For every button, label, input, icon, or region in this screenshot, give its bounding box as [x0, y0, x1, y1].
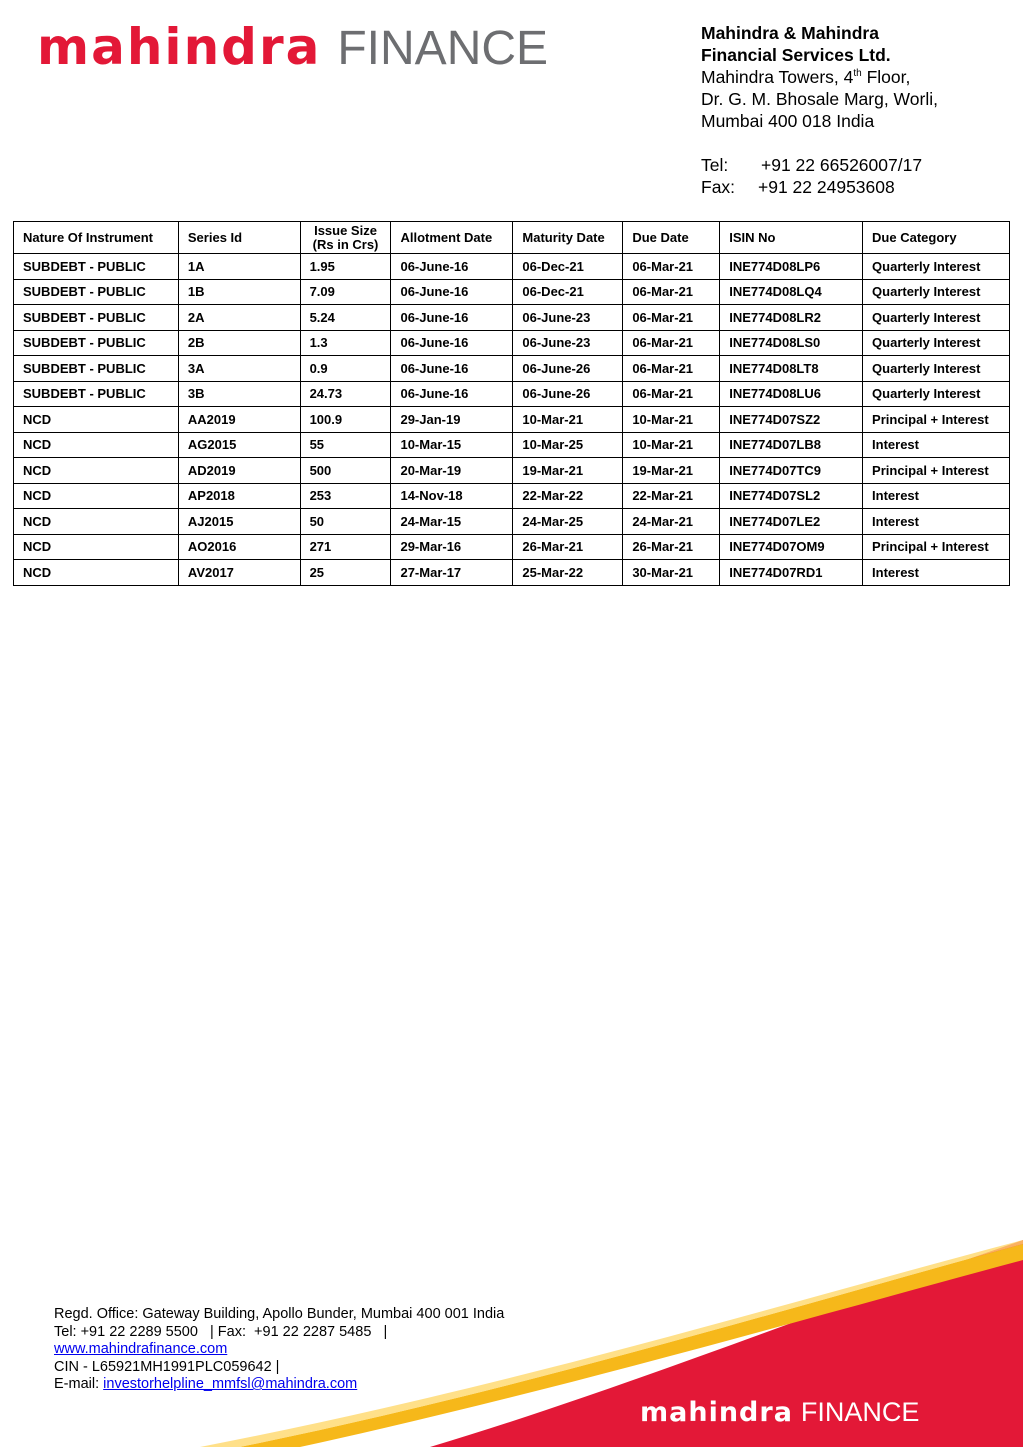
cell-isin: INE774D07TC9	[720, 458, 863, 484]
cell-issue-size: 0.9	[300, 356, 391, 382]
table-row	[14, 330, 1010, 356]
footer-registered-office	[54, 1306, 504, 1394]
cell-nature: SUBDEBT - PUBLIC	[14, 279, 179, 305]
cell-series-id: 2A	[178, 305, 300, 331]
cell-due-category: Interest	[863, 432, 1010, 458]
table-row	[14, 560, 1010, 586]
cell-isin: INE774D08LS0	[720, 330, 863, 356]
cell-series-id: AP2018	[178, 483, 300, 509]
cell-series-id: AA2019	[178, 407, 300, 433]
cell-due-date: 30-Mar-21	[623, 560, 720, 586]
cell-maturity-date: 10-Mar-21	[513, 407, 623, 433]
cell-due-date: 10-Mar-21	[623, 407, 720, 433]
table-row	[14, 458, 1010, 484]
cell-maturity-date: 22-Mar-22	[513, 483, 623, 509]
header-maturity-date: Maturity Date	[513, 222, 623, 254]
cell-maturity-date: 19-Mar-21	[513, 458, 623, 484]
cell-maturity-date: 10-Mar-25	[513, 432, 623, 458]
header-series-id: Series Id	[178, 222, 300, 254]
table-row	[14, 254, 1010, 280]
cell-due-category: Interest	[863, 509, 1010, 535]
cell-due-date: 06-Mar-21	[623, 381, 720, 407]
cell-due-date: 10-Mar-21	[623, 432, 720, 458]
cell-isin: INE774D08LU6	[720, 381, 863, 407]
header-allotment-date: Allotment Date	[391, 222, 513, 254]
cell-allotment-date: 06-June-16	[391, 254, 513, 280]
cell-due-date: 06-Mar-21	[623, 330, 720, 356]
cell-issue-size: 100.9	[300, 407, 391, 433]
cell-nature: NCD	[14, 483, 179, 509]
cell-allotment-date: 27-Mar-17	[391, 560, 513, 586]
cell-due-category: Quarterly Interest	[863, 330, 1010, 356]
cell-nature: NCD	[14, 509, 179, 535]
header-due-date: Due Date	[623, 222, 720, 254]
cell-due-category: Quarterly Interest	[863, 381, 1010, 407]
cell-due-category: Interest	[863, 483, 1010, 509]
header-nature: Nature Of Instrument	[14, 222, 179, 254]
fax-value: +91 22 24953608	[758, 177, 895, 197]
cell-allotment-date: 06-June-16	[391, 356, 513, 382]
cell-due-category: Quarterly Interest	[863, 305, 1010, 331]
cell-maturity-date: 06-Dec-21	[513, 279, 623, 305]
company-logo	[37, 18, 548, 74]
cell-series-id: AD2019	[178, 458, 300, 484]
cell-maturity-date: 06-Dec-21	[513, 254, 623, 280]
tel-row	[701, 154, 938, 176]
header-isin: ISIN No	[720, 222, 863, 254]
cell-isin: INE774D08LQ4	[720, 279, 863, 305]
cell-isin: INE774D07LB8	[720, 432, 863, 458]
footer-logo-mahindra: mahindra	[640, 1397, 793, 1428]
cell-issue-size: 271	[300, 534, 391, 560]
cell-due-date: 19-Mar-21	[623, 458, 720, 484]
cell-due-category: Principal + Interest	[863, 458, 1010, 484]
cell-isin: INE774D07RD1	[720, 560, 863, 586]
cell-allotment-date: 24-Mar-15	[391, 509, 513, 535]
cell-nature: SUBDEBT - PUBLIC	[14, 381, 179, 407]
fax-row	[701, 176, 938, 198]
cell-series-id: AO2016	[178, 534, 300, 560]
table-header-row	[14, 222, 1010, 254]
cell-series-id: 3B	[178, 381, 300, 407]
cell-issue-size: 50	[300, 509, 391, 535]
cell-allotment-date: 06-June-16	[391, 330, 513, 356]
footer-email-row: E-mail: investorhelpline_mmfsl@mahindra.com	[54, 1376, 358, 1392]
cell-due-category: Principal + Interest	[863, 534, 1010, 560]
company-name-line1: Mahindra & Mahindra	[701, 23, 879, 43]
address-line1: Mahindra Towers, 4th Floor,	[701, 67, 911, 87]
cell-isin: INE774D08LP6	[720, 254, 863, 280]
cell-due-category: Quarterly Interest	[863, 356, 1010, 382]
footer-address: Regd. Office: Gateway Building, Apollo Bunder, Mumbai 400 001 India	[54, 1306, 505, 1322]
cell-issue-size: 1.3	[300, 330, 391, 356]
cell-nature: NCD	[14, 458, 179, 484]
fax-label: Fax:	[701, 177, 736, 197]
address-line3: Mumbai 400 018 India	[701, 111, 875, 131]
footer-phone-fax: Tel: +91 22 2289 5500 | Fax: +91 22 2287 5485 |	[54, 1323, 388, 1340]
cell-maturity-date: 25-Mar-22	[513, 560, 623, 586]
cell-due-category: Quarterly Interest	[863, 279, 1010, 305]
cell-nature: NCD	[14, 407, 179, 433]
cell-due-date: 06-Mar-21	[623, 254, 720, 280]
cell-series-id: 1A	[178, 254, 300, 280]
cell-nature: SUBDEBT - PUBLIC	[14, 305, 179, 331]
cell-issue-size: 24.73	[300, 381, 391, 407]
cell-maturity-date: 06-June-23	[513, 330, 623, 356]
logo-finance-word: FINANCE	[337, 22, 549, 75]
table-row	[14, 407, 1010, 433]
table-row	[14, 534, 1010, 560]
cell-due-date: 06-Mar-21	[623, 279, 720, 305]
footer-logo	[640, 1397, 919, 1428]
cell-nature: SUBDEBT - PUBLIC	[14, 254, 179, 280]
cell-isin: INE774D08LT8	[720, 356, 863, 382]
cell-due-category: Interest	[863, 560, 1010, 586]
cell-due-date: 06-Mar-21	[623, 356, 720, 382]
website-link[interactable]: www.mahindrafinance.com	[54, 1341, 228, 1357]
cell-series-id: AV2017	[178, 560, 300, 586]
cell-maturity-date: 24-Mar-25	[513, 509, 623, 535]
cell-maturity-date: 06-June-26	[513, 381, 623, 407]
logo-mahindra-word: mahindra	[37, 18, 322, 76]
cell-issue-size: 1.95	[300, 254, 391, 280]
company-address	[701, 22, 938, 198]
cell-nature: SUBDEBT - PUBLIC	[14, 330, 179, 356]
cell-issue-size: 253	[300, 483, 391, 509]
cell-series-id: AJ2015	[178, 509, 300, 535]
cell-issue-size: 7.09	[300, 279, 391, 305]
cell-nature: NCD	[14, 432, 179, 458]
cell-maturity-date: 06-June-26	[513, 356, 623, 382]
cell-due-date: 26-Mar-21	[623, 534, 720, 560]
cell-series-id: AG2015	[178, 432, 300, 458]
cell-allotment-date: 14-Nov-18	[391, 483, 513, 509]
cell-allotment-date: 10-Mar-15	[391, 432, 513, 458]
cell-due-category: Principal + Interest	[863, 407, 1010, 433]
cell-nature: SUBDEBT - PUBLIC	[14, 356, 179, 382]
cell-isin: INE774D07SZ2	[720, 407, 863, 433]
email-link[interactable]: investorhelpline_mmfsl@mahindra.com	[103, 1376, 358, 1392]
cell-allotment-date: 29-Jan-19	[391, 407, 513, 433]
cell-isin: INE774D07LE2	[720, 509, 863, 535]
table-row	[14, 305, 1010, 331]
cell-issue-size: 500	[300, 458, 391, 484]
cell-maturity-date: 26-Mar-21	[513, 534, 623, 560]
footer-cin: CIN - L65921MH1991PLC059642 |	[54, 1358, 280, 1375]
header-due-category: Due Category	[863, 222, 1010, 254]
cell-allotment-date: 29-Mar-16	[391, 534, 513, 560]
header-issue-size: Issue Size (Rs in Crs)	[300, 222, 391, 254]
cell-due-date: 06-Mar-21	[623, 305, 720, 331]
table-row	[14, 279, 1010, 305]
cell-issue-size: 5.24	[300, 305, 391, 331]
cell-due-category: Quarterly Interest	[863, 254, 1010, 280]
company-name-line2: Financial Services Ltd.	[701, 45, 891, 65]
table-row	[14, 432, 1010, 458]
table-row	[14, 483, 1010, 509]
cell-isin: INE774D08LR2	[720, 305, 863, 331]
table-row	[14, 509, 1010, 535]
tel-label: Tel:	[701, 155, 729, 175]
cell-nature: NCD	[14, 560, 179, 586]
tel-value: +91 22 66526007/17	[761, 155, 923, 175]
footer-logo-finance: FINANCE	[800, 1397, 920, 1427]
instrument-due-table	[13, 221, 1010, 586]
table-row	[14, 381, 1010, 407]
cell-isin: INE774D07OM9	[720, 534, 863, 560]
cell-due-date: 24-Mar-21	[623, 509, 720, 535]
cell-maturity-date: 06-June-23	[513, 305, 623, 331]
cell-issue-size: 55	[300, 432, 391, 458]
cell-allotment-date: 20-Mar-19	[391, 458, 513, 484]
table-row	[14, 356, 1010, 382]
cell-series-id: 2B	[178, 330, 300, 356]
cell-due-date: 22-Mar-21	[623, 483, 720, 509]
cell-isin: INE774D07SL2	[720, 483, 863, 509]
cell-allotment-date: 06-June-16	[391, 305, 513, 331]
cell-nature: NCD	[14, 534, 179, 560]
cell-issue-size: 25	[300, 560, 391, 586]
cell-series-id: 3A	[178, 356, 300, 382]
cell-allotment-date: 06-June-16	[391, 279, 513, 305]
address-line2: Dr. G. M. Bhosale Marg, Worli,	[701, 89, 938, 109]
cell-series-id: 1B	[178, 279, 300, 305]
cell-allotment-date: 06-June-16	[391, 381, 513, 407]
